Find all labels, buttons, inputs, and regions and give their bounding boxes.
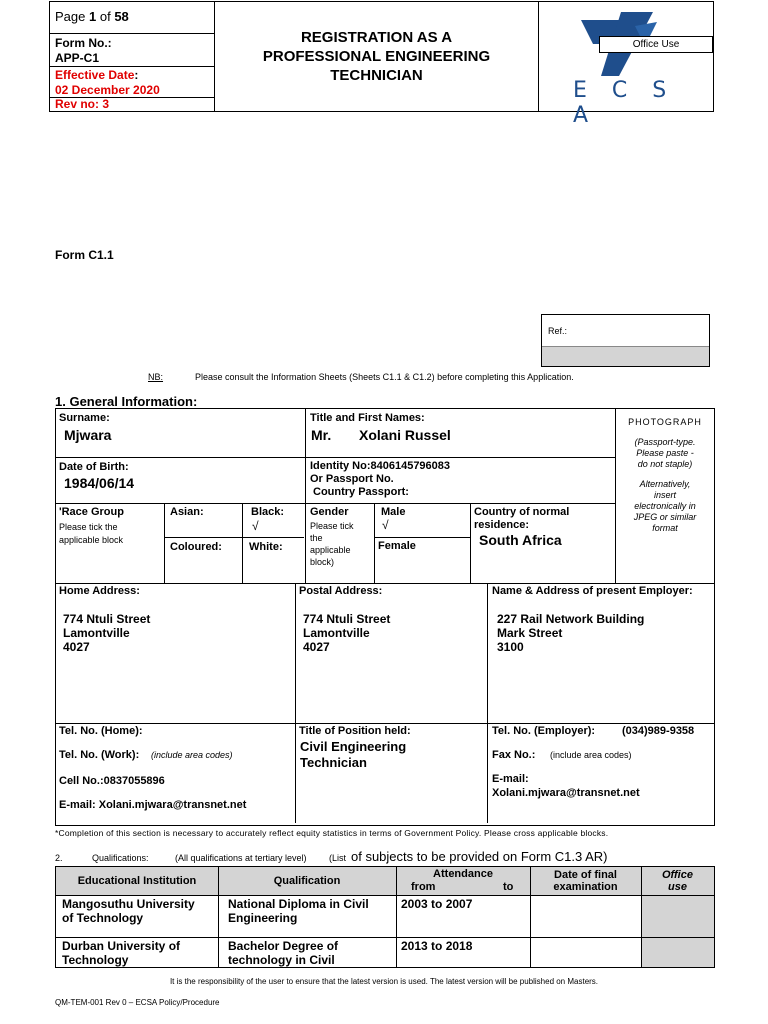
- home-address-label: Home Address:: [59, 585, 140, 597]
- section2-label: Qualifications:: [92, 853, 149, 863]
- page-of: of: [99, 9, 111, 24]
- row-2-institution-line-1: Durban University of: [62, 939, 181, 953]
- page-number: 1: [89, 9, 97, 24]
- black-label: Black:: [251, 506, 285, 518]
- col-office-use: [641, 869, 714, 893]
- identity-number: Identity No:8406145796083: [310, 460, 451, 472]
- form-label: Form C1.1: [55, 248, 114, 262]
- cell-label: Cell No.:0837055896: [59, 775, 165, 787]
- section2-list-prefix: (List: [329, 853, 347, 863]
- footer-doc-code: QM-TEM-001 Rev 0 – ECSA Policy/Procedure: [55, 998, 220, 1007]
- col-institution: Educational Institution: [77, 875, 197, 887]
- country-residence-label-2: residence:: [474, 519, 530, 531]
- dob-label: Date of Birth:: [59, 461, 129, 473]
- col-final-exam-1: Date of final: [554, 869, 617, 881]
- female-label: Female: [378, 540, 416, 552]
- home-address-line-2: Lamontville: [63, 626, 130, 640]
- rev-no: Rev no: 3: [55, 97, 110, 111]
- country-residence-value: South Africa: [479, 532, 562, 548]
- gender-note: [310, 520, 354, 568]
- page-total: 58: [114, 9, 129, 24]
- email-employer-label: E-mail:: [492, 773, 529, 785]
- asian-label: Asian:: [170, 506, 204, 518]
- gender-note-2: the: [310, 533, 323, 543]
- position-label: Title of Position held:: [299, 725, 411, 737]
- form-no-label: Form No.:: [55, 36, 112, 50]
- photo-line-7: JPEG or similar: [633, 512, 697, 522]
- row-1-qualification: [228, 897, 369, 925]
- tel-home-label: Tel. No. (Home):: [59, 725, 143, 737]
- page-indicator: [50, 2, 215, 34]
- logo-cell: [539, 2, 714, 128]
- photo-line-8: format: [652, 523, 678, 533]
- row-2-institution: [62, 939, 180, 967]
- effective-date-cell: [50, 67, 215, 98]
- photo-title: PHOTOGRAPH: [628, 417, 702, 427]
- effective-date-colon: :: [134, 68, 139, 82]
- tel-employer-label: Tel. No. (Employer):: [492, 725, 596, 737]
- passport-label: Or Passport No.: [310, 473, 394, 485]
- employer-address-value: [497, 612, 644, 654]
- first-names-value: Xolani Russel: [359, 427, 451, 443]
- country-residence-label: [474, 506, 569, 532]
- row-2-institution-line-2: Technology: [62, 953, 129, 967]
- title-value: Mr.: [311, 427, 332, 443]
- col-attendance: Attendance: [433, 868, 493, 880]
- tel-work-note: (include area codes): [151, 750, 233, 760]
- postal-address-line-2: Lamontville: [303, 626, 370, 640]
- page-prefix: Page: [55, 9, 86, 24]
- photo-line-1: (Passport-type.: [634, 437, 696, 447]
- male-tick-icon[interactable]: √: [382, 518, 389, 532]
- fax-note: (include area codes): [550, 750, 632, 760]
- employer-line-1: 227 Rail Network Building: [497, 612, 645, 626]
- male-label: Male: [381, 506, 406, 518]
- section2-list-text: of subjects to be provided on Form C1.3 AR): [351, 849, 608, 864]
- col-from: from: [411, 881, 436, 893]
- photo-line-3: do not staple): [637, 459, 693, 469]
- nb-label: NB:: [148, 372, 164, 382]
- photo-instructions: [618, 437, 712, 534]
- row-1-attendance: 2003 to 2007: [401, 897, 473, 911]
- ref-label: Ref.:: [548, 326, 568, 336]
- gender-note-4: block): [310, 557, 335, 567]
- race-note: [59, 521, 123, 547]
- col-qualification: Qualification: [273, 875, 341, 887]
- email-label: E-mail: Xolani.mjwara@transnet.net: [59, 799, 247, 811]
- employer-line-2: Mark Street: [497, 626, 563, 640]
- gender-label: Gender: [310, 506, 349, 518]
- tel-employer-value: (034)989-9358: [622, 725, 695, 737]
- position-value-2: Technician: [300, 755, 367, 770]
- fax-label: Fax No.:: [492, 749, 536, 761]
- col-final-exam-2: examination: [553, 881, 618, 893]
- col-final-exam: [530, 869, 641, 893]
- country-residence-label-1: Country of normal: [474, 506, 570, 518]
- position-value-1: Civil Engineering: [300, 739, 407, 754]
- email-employer-value: Xolani.mjwara@transnet.net: [492, 787, 640, 799]
- photo-line-6: electronically in: [634, 501, 696, 511]
- photo-line-2: Please paste -: [636, 448, 694, 458]
- header-table: [49, 1, 714, 128]
- effective-date-value: 02 December 2020: [55, 83, 160, 97]
- qualifications-table: [55, 866, 715, 968]
- postal-address-label: Postal Address:: [299, 585, 383, 597]
- row-2-qualification: [228, 939, 338, 967]
- coloured-label: Coloured:: [170, 541, 222, 553]
- gender-note-1: Please tick: [310, 521, 354, 531]
- nb-text: Please consult the Information Sheets (Sheets C1.1 & C1.2) before completing this Application.: [195, 372, 574, 382]
- postal-address-line-3: 4027: [303, 640, 330, 654]
- col-office-use-2: use: [668, 881, 687, 893]
- surname-value: Mjwara: [64, 427, 112, 443]
- home-address-line-3: 4027: [63, 640, 90, 654]
- row-2-qualification-line-2: technology in Civil: [228, 953, 335, 967]
- section1-footnote: *Completion of this section is necessary to accurately reflect equity statistics in terms of Government Policy. Please cross applicable blocks.: [55, 828, 609, 838]
- position-value: [300, 739, 406, 771]
- row-1-institution-line-1: Mangosuthu University: [62, 897, 195, 911]
- employer-line-3: 3100: [497, 640, 524, 654]
- black-tick-icon[interactable]: √: [252, 519, 259, 533]
- race-note-2: applicable block: [59, 535, 124, 545]
- col-to: to: [503, 881, 514, 893]
- surname-label: Surname:: [59, 412, 110, 424]
- office-use-box: Office Use: [599, 36, 713, 53]
- white-label: White:: [249, 541, 283, 553]
- postal-address-line-1: 774 Ntuli Street: [303, 612, 391, 626]
- country-passport-label: Country Passport:: [313, 486, 409, 498]
- general-info-table: [55, 408, 715, 826]
- gender-note-3: applicable: [310, 545, 351, 555]
- form-no-value: APP-C1: [55, 51, 100, 65]
- race-note-1: Please tick the: [59, 522, 118, 532]
- row-1-qualification-line-1: National Diploma in Civil: [228, 897, 369, 911]
- col-office-use-1: Office: [662, 869, 693, 881]
- home-address-line-1: 774 Ntuli Street: [63, 612, 151, 626]
- title-line-1: REGISTRATION AS A: [300, 29, 453, 46]
- tel-work-label: Tel. No. (Work):: [59, 749, 140, 761]
- identity-block: [310, 460, 450, 499]
- row-2-attendance: 2013 to 2018: [401, 939, 473, 953]
- dob-value: 1984/06/14: [64, 475, 135, 491]
- effective-date-label: Effective Date: [55, 68, 135, 82]
- form-no-cell: [50, 34, 215, 67]
- title-line-2: PROFESSIONAL ENGINEERING: [262, 48, 491, 65]
- employer-label: Name & Address of present Employer:: [492, 585, 693, 597]
- row-1-institution-line-2: of Technology: [62, 911, 144, 925]
- title-names-label: Title and First Names:: [310, 412, 425, 424]
- home-address-value: [63, 612, 150, 654]
- row-1-qualification-line-2: Engineering: [228, 911, 298, 925]
- row-2-qualification-line-1: Bachelor Degree of: [228, 939, 339, 953]
- section2-note: (All qualifications at tertiary level): [175, 853, 307, 863]
- ref-box: [541, 314, 710, 367]
- form-title: [215, 2, 539, 111]
- race-group-label: 'Race Group: [59, 506, 124, 518]
- title-line-3: TECHNICIAN: [330, 67, 423, 84]
- postal-address-value: [303, 612, 390, 654]
- footer-responsibility: It is the responsibility of the user to ensure that the latest version is used. The latest version will be published on Masters.: [169, 977, 599, 986]
- photo-line-5: insert: [653, 490, 676, 500]
- section1-title: 1. General Information:: [55, 394, 198, 409]
- ecsa-logo-text: E C S A: [573, 78, 676, 128]
- header-left-block: [50, 2, 215, 111]
- photo-line-4: Alternatively,: [639, 479, 691, 489]
- section2-number: 2.: [55, 853, 63, 863]
- row-1-institution: [62, 897, 195, 925]
